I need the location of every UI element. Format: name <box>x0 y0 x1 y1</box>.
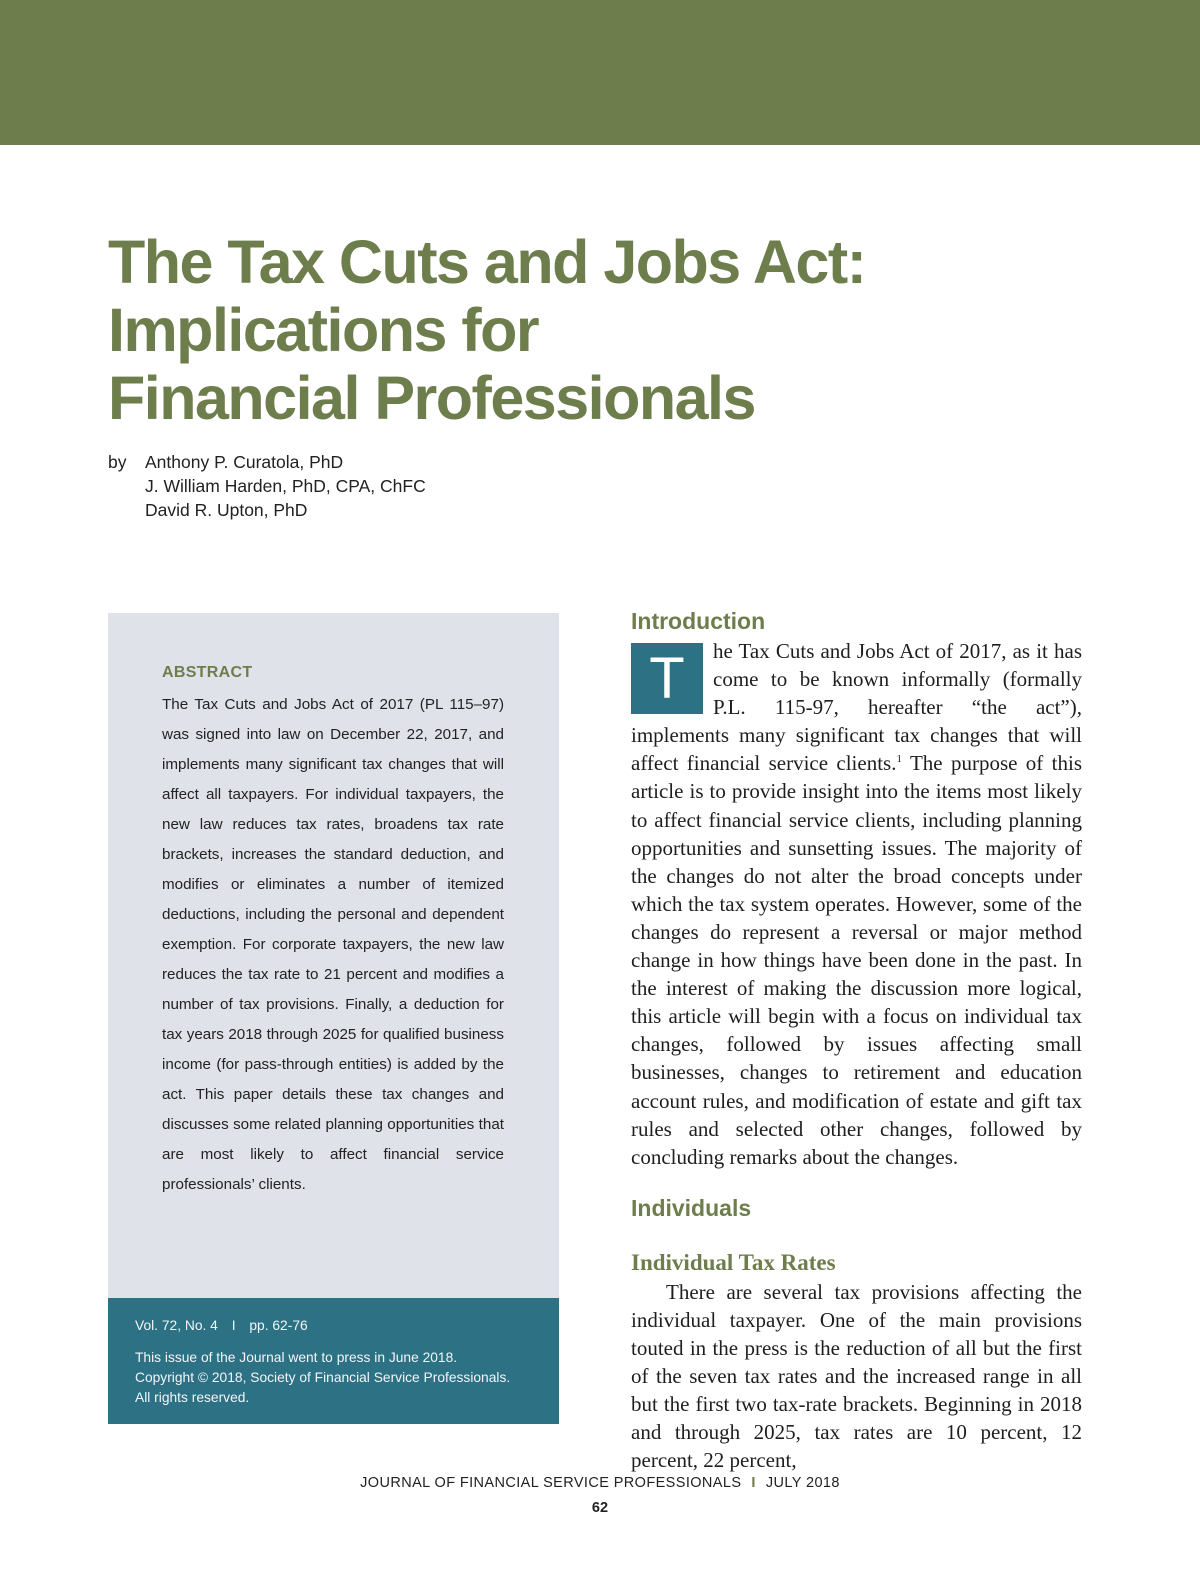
volume-separator: I <box>231 1318 236 1333</box>
introduction-paragraph <box>631 637 1082 1171</box>
header-band <box>0 0 1200 145</box>
drop-cap: T <box>631 643 703 714</box>
introduction-heading: Introduction <box>631 608 766 634</box>
volume-number: Vol. 72, No. 4 <box>135 1318 218 1333</box>
tax-rates-paragraph: There are several tax provisions affecting the individual taxpayer. One of the main provisions touted in the press is the reduction of all but the first of the seven tax rates and the increased range in all but the first two tax-rate brackets. Beginning in 2018 and through 2025, tax rates are 10 percent, 12 percent, 22 percent, <box>631 1279 1082 1473</box>
abstract-text: The Tax Cuts and Jobs Act of 2017 (PL 115–97) was signed into law on December 22, 2017, and implements many significant tax changes that will affect all taxpayers. For individual taxpayers, the new law reduces tax rates, broadens tax rate brackets, increases the standard deduction, and modifies or eliminates a number of itemized deductions, including the personal and dependent exemption. For corporate taxpayers, the new law reduces the tax rate to 21 percent and modifies a number of tax provisions. Finally, a deduction for tax years 2018 through 2025 for qualified business income (for pass-through entities) is added by the act. This paper details these tax changes and discusses some related planning opportunities that are most likely to affect financial service professionals’ clients. <box>162 696 504 1193</box>
issue-date: JULY 2018 <box>765 1475 840 1491</box>
journal-name: JOURNAL OF FINANCIAL SERVICE PROFESSIONALS <box>360 1475 742 1491</box>
page-range: pp. 62-76 <box>249 1318 308 1333</box>
author-name: David R. Upton, PhD <box>145 500 308 520</box>
rights-line: All rights reserved. <box>135 1390 250 1405</box>
publication-info-box <box>108 1298 559 1424</box>
by-label: by <box>108 452 127 472</box>
press-line: This issue of the Journal went to press in June 2018. <box>135 1350 458 1365</box>
author-name: J. William Harden, PhD, CPA, ChFC <box>145 476 426 496</box>
author-name: Anthony P. Curatola, PhD <box>145 452 344 472</box>
page-footer <box>0 1475 1200 1491</box>
volume-line <box>135 1318 308 1333</box>
footer-separator: I <box>751 1475 756 1491</box>
article-body <box>631 608 1082 1474</box>
title-line: Implications for <box>108 296 539 364</box>
intro-text-after-note: The purpose of this article is to provide insight into the items most likely to affect financial service clients, including planning opportunities and sunsetting issues. The majority of the changes do not alter the broad concepts under which the tax system operates. However, some of the changes do represent a reversal or major method change in how things have been done in the past. In the interest of making the discussion more logical, this article will begin with a focus on individual tax changes, followed by issues affecting small businesses, changes to retirement and education account rules, and modification of estate and gift tax rules and selected other changes, followed by concluding remarks about the changes. <box>631 751 1082 1169</box>
article-title <box>108 228 1008 432</box>
intro-text-before-note: he Tax Cuts and Jobs Act of 2017, as it has come to be known informally (formally P.L. 115-97, hereafter “the act”), implements many significant tax changes that will affect financial service clients. <box>631 639 1082 776</box>
abstract-box <box>108 613 559 1298</box>
tax-rates-subheading: Individual Tax Rates <box>631 1249 836 1275</box>
title-line: The Tax Cuts and Jobs Act: <box>108 228 866 296</box>
footnote-mark: 1 <box>896 753 902 766</box>
press-notice <box>135 1348 545 1408</box>
page-number: 62 <box>591 1500 609 1516</box>
individuals-heading: Individuals <box>631 1194 752 1221</box>
author-list <box>145 450 426 522</box>
copyright-line: Copyright © 2018, Society of Financial Service Professionals. <box>135 1370 511 1385</box>
title-line: Financial Professionals <box>108 364 755 432</box>
abstract-heading: ABSTRACT <box>162 664 253 681</box>
